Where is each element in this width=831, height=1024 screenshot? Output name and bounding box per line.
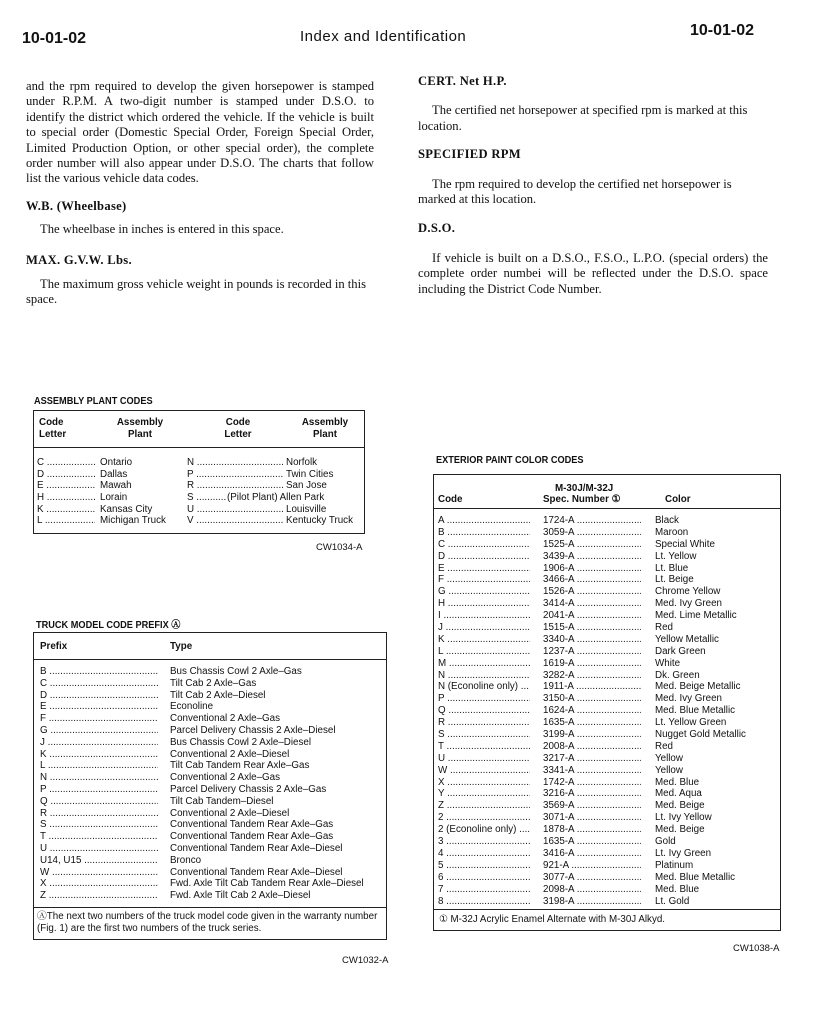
table-row bbox=[434, 705, 780, 717]
assembly-plant-left-list bbox=[34, 457, 187, 527]
assembly-plant-table bbox=[33, 410, 365, 534]
spec-cell: 1525-A ..... bbox=[543, 539, 641, 551]
table-row bbox=[34, 831, 386, 843]
code-cell: K ..... bbox=[438, 634, 530, 646]
code-cell: Y ..... bbox=[438, 788, 530, 800]
table-row bbox=[434, 622, 780, 634]
left-text-column bbox=[26, 79, 374, 308]
type-cell: Conventional 2 Axle–Gas bbox=[170, 772, 281, 784]
type-cell: Econoline bbox=[170, 701, 214, 713]
col-code-header: Code bbox=[225, 417, 251, 428]
color-cell: Dark Green bbox=[655, 645, 706, 657]
wheelbase-heading: W.B. (Wheelbase) bbox=[26, 198, 127, 213]
prefix-cell: P ..... bbox=[40, 784, 158, 796]
table-row bbox=[434, 812, 780, 824]
table-row: C ..... Ontario bbox=[37, 457, 187, 469]
truck-model-header bbox=[34, 633, 386, 660]
type-cell: Parcel Delivery Chassis 2 Axle–Gas bbox=[170, 783, 327, 795]
col-assembly-header: Assembly bbox=[116, 417, 164, 428]
code-cell: R ..... bbox=[438, 717, 530, 729]
code-cell: 8 ..... bbox=[438, 896, 530, 908]
table-row bbox=[34, 867, 386, 879]
prefix-cell: F ..... bbox=[40, 713, 158, 725]
spec-cell: 3340-A ..... bbox=[543, 634, 641, 646]
page-title: Index and Identification bbox=[300, 28, 467, 45]
table-row bbox=[434, 896, 780, 908]
spec-cell: 3199-A ..... bbox=[543, 729, 641, 741]
color-cell: Dk. Green bbox=[655, 669, 700, 681]
code-cell: D ..... bbox=[438, 551, 530, 563]
code-cell: 6 ..... bbox=[438, 872, 530, 884]
dso-heading: D.S.O. bbox=[418, 221, 456, 236]
prefix-cell: E ..... bbox=[40, 701, 158, 713]
spec-cell: 3569-A ..... bbox=[543, 800, 641, 812]
color-cell: Med. Beige Metallic bbox=[655, 681, 741, 693]
prefix-cell: L ..... bbox=[40, 760, 158, 772]
truck-model-table bbox=[33, 632, 387, 940]
table-row bbox=[434, 777, 780, 789]
table-row bbox=[434, 563, 780, 575]
color-cell: Lt. Yellow bbox=[655, 550, 697, 562]
spec-cell: 1635-A ..... bbox=[543, 717, 641, 729]
spec-cell: 2041-A ..... bbox=[543, 610, 641, 622]
color-cell: Med. Ivy Green bbox=[655, 598, 722, 610]
cert-hp-heading: CERT. Net H.P. bbox=[418, 74, 507, 88]
type-cell: Conventional 2 Axle–Diesel bbox=[170, 807, 290, 819]
type-cell: Conventional 2 Axle–Gas bbox=[170, 713, 281, 725]
color-cell: Platinum bbox=[655, 859, 694, 871]
table-row bbox=[34, 855, 386, 867]
table-row bbox=[34, 678, 386, 690]
table-row: S ..... (Pilot Plant) Allen Park bbox=[187, 492, 363, 504]
prefix-cell: S ..... bbox=[40, 819, 158, 831]
type-cell: Tilt Cab Tandem–Diesel bbox=[170, 795, 274, 807]
code-cell: L ..... bbox=[438, 646, 530, 658]
prefix-cell: X ..... bbox=[40, 878, 158, 890]
code-cell: Z ..... bbox=[438, 800, 530, 812]
table-row bbox=[434, 729, 780, 741]
color-cell: Med. Blue bbox=[655, 776, 700, 788]
code-cell: N (Econoline only) ... ..... bbox=[438, 681, 530, 693]
figure-id-assembly: CW1034-A bbox=[316, 542, 363, 553]
col-spec-header-line2: Spec. Number ① bbox=[543, 494, 621, 505]
figure-id-truck-model: CW1032-A bbox=[342, 955, 389, 966]
spec-cell: 3414-A ..... bbox=[543, 598, 641, 610]
table-row bbox=[434, 610, 780, 622]
color-cell: Gold bbox=[655, 836, 676, 848]
intro-paragraph: and the rpm required to develop the given horsepower is stamped under R.P.M. A two-digit number is stamped under D.S.O. to identify the district which ordered the vehicle. If the vehicle is built to special order (Domestic Special Order, Foreign Special Order, Limited Production Option, or other special order), the complete order number will also appear under D.S.O. The charts that follow list the various vehicle data codes. bbox=[26, 79, 374, 186]
color-cell: Lt. Yellow Green bbox=[655, 717, 727, 729]
prefix-cell: N ..... bbox=[40, 772, 158, 784]
table-row bbox=[34, 760, 386, 772]
table-row bbox=[434, 741, 780, 753]
table-row bbox=[434, 824, 780, 836]
color-cell: Med. Beige bbox=[655, 824, 705, 836]
color-cell: Med. Aqua bbox=[655, 788, 702, 800]
color-cell: Med. Blue bbox=[655, 883, 700, 895]
table-row: L ..... Michigan Truck bbox=[37, 515, 187, 527]
type-cell: Tilt Cab 2 Axle–Gas bbox=[170, 677, 257, 689]
type-cell: Fwd. Axle Tilt Cab 2 Axle–Diesel bbox=[170, 890, 311, 902]
cert-hp-text: The certified net horsepower at specified rpm is marked at this location. bbox=[418, 103, 748, 133]
spec-cell: 3071-A ..... bbox=[543, 812, 641, 824]
assembly-plant-title: ASSEMBLY PLANT CODES bbox=[34, 396, 153, 407]
color-cell: Med. Ivy Green bbox=[655, 693, 722, 705]
spec-cell: 3439-A ..... bbox=[543, 551, 641, 563]
prefix-cell: Q ..... bbox=[40, 796, 158, 808]
code-cell: Q ..... bbox=[438, 705, 530, 717]
right-text-column bbox=[418, 74, 768, 297]
table-row: D ..... Dallas bbox=[37, 469, 187, 481]
specified-rpm-text: The rpm required to develop the certified net horsepower is marked at this location. bbox=[418, 176, 732, 207]
table-row bbox=[434, 670, 780, 682]
table-row bbox=[434, 574, 780, 586]
code-cell: C ..... bbox=[438, 539, 530, 551]
spec-cell: 1624-A ..... bbox=[543, 705, 641, 717]
table-row: R ..... San Jose bbox=[187, 480, 363, 492]
table-row bbox=[434, 586, 780, 598]
specified-rpm-heading: SPECIFIED RPM bbox=[418, 147, 521, 162]
dso-text: If vehicle is built on a D.S.O., F.S.O., L.P.O. (special orders) the complete order numbei will be reflected under the D.S.O. space including the District Code Number. bbox=[418, 250, 768, 296]
table-row: U ..... Louisville bbox=[187, 504, 363, 516]
prefix-cell: U14, U15 ..... bbox=[40, 855, 158, 867]
table-row bbox=[34, 784, 386, 796]
table-row: H ..... Lorain bbox=[37, 492, 187, 504]
table-row bbox=[34, 843, 386, 855]
code-cell: 7 ..... bbox=[438, 884, 530, 896]
table-row bbox=[434, 800, 780, 812]
code-cell: 2 (Econoline only) .... ..... bbox=[438, 824, 530, 836]
type-cell: Parcel Delivery Chassis 2 Axle–Diesel bbox=[170, 724, 336, 736]
code-cell: J ..... bbox=[438, 622, 530, 634]
table-row bbox=[34, 796, 386, 808]
spec-cell: 3341-A ..... bbox=[543, 765, 641, 777]
spec-cell: 2008-A ..... bbox=[543, 741, 641, 753]
code-cell: P ..... bbox=[438, 693, 530, 705]
col-prefix-header: Prefix bbox=[40, 640, 68, 652]
table-row bbox=[34, 666, 386, 678]
prefix-cell: B ..... bbox=[40, 666, 158, 678]
table-row: K ..... Kansas City bbox=[37, 504, 187, 516]
color-cell: Chrome Yellow bbox=[655, 586, 721, 598]
wheelbase-text: The wheelbase in inches is entered in this space. bbox=[40, 222, 284, 237]
color-cell: Lt. Gold bbox=[655, 895, 690, 907]
spec-cell: 3150-A ..... bbox=[543, 693, 641, 705]
table-row: P ..... Twin Cities bbox=[187, 469, 363, 481]
truck-model-footnote: ⒶThe next two numbers of the truck model code given in the warranty number (Fig. 1) are the first two numbers of the truck series. bbox=[34, 907, 386, 939]
col-code-header: Code bbox=[39, 417, 64, 428]
type-cell: Conventional Tandem Rear Axle–Diesel bbox=[170, 842, 343, 854]
spec-cell: 1911-A ..... bbox=[543, 681, 641, 693]
spec-cell: 3466-A ..... bbox=[543, 574, 641, 586]
table-row bbox=[434, 848, 780, 860]
page-number-right: 10-01-02 bbox=[690, 22, 755, 39]
table-row bbox=[34, 737, 386, 749]
code-cell: U ..... bbox=[438, 753, 530, 765]
table-row bbox=[34, 749, 386, 761]
col-plant-header: Plant bbox=[128, 429, 152, 440]
code-cell: I ..... bbox=[438, 610, 530, 622]
col-type-header: Type bbox=[170, 640, 193, 652]
color-cell: Lt. Beige bbox=[655, 574, 694, 586]
table-row bbox=[34, 725, 386, 737]
type-cell: Tilt Cab Tandem Rear Axle–Gas bbox=[170, 760, 310, 772]
table-row bbox=[34, 690, 386, 702]
code-cell: 5 ..... bbox=[438, 860, 530, 872]
table-row bbox=[34, 701, 386, 713]
table-row bbox=[434, 753, 780, 765]
gvw-text: The maximum gross vehicle weight in pounds is recorded in this space. bbox=[26, 277, 366, 307]
prefix-cell: Z ..... bbox=[40, 890, 158, 902]
table-row bbox=[34, 890, 386, 902]
spec-cell: 3416-A ..... bbox=[543, 848, 641, 860]
table-row bbox=[434, 646, 780, 658]
spec-cell: 1619-A ..... bbox=[543, 658, 641, 670]
paint-codes-rows bbox=[434, 509, 780, 909]
prefix-cell: C ..... bbox=[40, 678, 158, 690]
color-cell: Med. Blue Metallic bbox=[655, 871, 736, 883]
prefix-cell: K ..... bbox=[40, 749, 158, 761]
gvw-heading: MAX. G.V.W. Lbs. bbox=[26, 252, 132, 267]
color-cell: Lt. Blue bbox=[655, 562, 689, 574]
color-cell: Red bbox=[655, 622, 673, 634]
figure-id-paint: CW1038-A bbox=[733, 943, 780, 954]
code-cell: E ..... bbox=[438, 563, 530, 575]
table-row bbox=[434, 788, 780, 800]
table-row bbox=[434, 515, 780, 527]
code-cell: 3 ..... bbox=[438, 836, 530, 848]
code-cell: 4 ..... bbox=[438, 848, 530, 860]
code-cell: N ..... bbox=[438, 670, 530, 682]
color-cell: Med. Blue Metallic bbox=[655, 705, 736, 717]
table-row bbox=[434, 634, 780, 646]
code-cell: W ..... bbox=[438, 765, 530, 777]
table-row bbox=[434, 658, 780, 670]
assembly-plant-right-list bbox=[187, 457, 363, 527]
table-row: N ..... Norfolk bbox=[187, 457, 363, 469]
col-color-header: Color bbox=[665, 494, 691, 505]
table-row: E ..... Mawah bbox=[37, 480, 187, 492]
spec-cell: 3077-A ..... bbox=[543, 872, 641, 884]
spec-cell: 1742-A ..... bbox=[543, 777, 641, 789]
table-row bbox=[434, 872, 780, 884]
code-cell: H ..... bbox=[438, 598, 530, 610]
table-row bbox=[434, 717, 780, 729]
spec-cell: 1526-A ..... bbox=[543, 586, 641, 598]
prefix-cell: G ..... bbox=[40, 725, 158, 737]
spec-cell: 2098-A ..... bbox=[543, 884, 641, 896]
color-cell: Maroon bbox=[655, 526, 689, 538]
color-cell: Med. Lime Metallic bbox=[655, 610, 737, 622]
truck-model-title: TRUCK MODEL CODE PREFIX Ⓐ bbox=[36, 620, 181, 631]
prefix-cell: T ..... bbox=[40, 831, 158, 843]
spec-cell: 1635-A ..... bbox=[543, 836, 641, 848]
table-row bbox=[434, 884, 780, 896]
col-plant-header: Plant bbox=[313, 429, 337, 440]
color-cell: Red bbox=[655, 740, 673, 752]
code-cell: X ..... bbox=[438, 777, 530, 789]
type-cell: Bronco bbox=[170, 854, 202, 866]
code-cell: M ..... bbox=[438, 658, 530, 670]
color-cell: Lt. Ivy Green bbox=[655, 847, 712, 859]
prefix-cell: J ..... bbox=[40, 737, 158, 749]
paint-codes-table bbox=[433, 474, 781, 931]
spec-cell: 1878-A ..... bbox=[543, 824, 641, 836]
color-cell: Black bbox=[655, 515, 679, 526]
color-cell: White bbox=[655, 657, 681, 669]
type-cell: Conventional 2 Axle–Diesel bbox=[170, 748, 290, 760]
spec-cell: 1906-A ..... bbox=[543, 563, 641, 575]
paint-codes-header bbox=[434, 475, 780, 509]
prefix-cell: D ..... bbox=[40, 690, 158, 702]
table-row bbox=[34, 808, 386, 820]
color-cell: Nugget Gold Metallic bbox=[655, 729, 746, 741]
color-cell: Yellow bbox=[655, 764, 683, 776]
table-row bbox=[434, 765, 780, 777]
type-cell: Bus Chassis Cowl 2 Axle–Gas bbox=[170, 666, 302, 677]
table-row: V ..... Kentucky Truck bbox=[187, 515, 363, 527]
color-cell: Yellow Metallic bbox=[655, 633, 719, 645]
paint-codes-title: EXTERIOR PAINT COLOR CODES bbox=[436, 455, 584, 466]
col-assembly-header: Assembly bbox=[301, 417, 349, 428]
type-cell: Tilt Cab 2 Axle–Diesel bbox=[170, 689, 266, 701]
type-cell: Bus Chassis Cowl 2 Axle–Diesel bbox=[170, 736, 312, 748]
spec-cell: 3217-A ..... bbox=[543, 753, 641, 765]
assembly-plant-header bbox=[34, 411, 364, 448]
table-row bbox=[434, 539, 780, 551]
table-row bbox=[34, 819, 386, 831]
code-cell: T ..... bbox=[438, 741, 530, 753]
col-letter-header: Letter bbox=[39, 429, 67, 440]
code-cell: S ..... bbox=[438, 729, 530, 741]
spec-cell: 3216-A ..... bbox=[543, 788, 641, 800]
table-row bbox=[434, 551, 780, 563]
type-cell: Conventional Tandem Rear Axle–Gas bbox=[170, 831, 334, 843]
spec-cell: 1237-A ..... bbox=[543, 646, 641, 658]
table-row bbox=[434, 836, 780, 848]
table-row bbox=[434, 860, 780, 872]
spec-cell: 1515-A ..... bbox=[543, 622, 641, 634]
table-row bbox=[34, 713, 386, 725]
truck-model-rows bbox=[34, 660, 386, 907]
col-spec-header-line1: M-30J/M-32J bbox=[555, 483, 614, 494]
table-row bbox=[434, 681, 780, 693]
spec-cell: 921-A ..... bbox=[543, 860, 641, 872]
prefix-cell: W ..... bbox=[40, 867, 158, 879]
color-cell: Med. Beige bbox=[655, 800, 705, 812]
prefix-cell: R ..... bbox=[40, 808, 158, 820]
code-cell: G ..... bbox=[438, 586, 530, 598]
type-cell: Fwd. Axle Tilt Cab Tandem Rear Axle–Diesel bbox=[170, 878, 364, 890]
color-cell: Yellow bbox=[655, 752, 683, 764]
spec-cell: 3198-A ..... bbox=[543, 896, 641, 908]
color-cell: Lt. Ivy Yellow bbox=[655, 812, 712, 824]
code-cell: B ..... bbox=[438, 527, 530, 539]
spec-cell: 3059-A ..... bbox=[543, 527, 641, 539]
color-cell: Special White bbox=[655, 538, 715, 550]
table-row bbox=[434, 693, 780, 705]
type-cell: Conventional Tandem Rear Axle–Diesel bbox=[170, 866, 343, 878]
code-cell: 2 ..... bbox=[438, 812, 530, 824]
col-code-header: Code bbox=[438, 494, 463, 505]
prefix-cell: U ..... bbox=[40, 843, 158, 855]
code-cell: A ..... bbox=[438, 515, 530, 527]
spec-cell: 3282-A ..... bbox=[543, 670, 641, 682]
paint-codes-footnote: ① M-32J Acrylic Enamel Alternate with M-30J Alkyd. bbox=[434, 909, 780, 930]
table-row bbox=[434, 598, 780, 610]
table-row bbox=[34, 772, 386, 784]
col-letter-header: Letter bbox=[224, 429, 252, 440]
code-cell: F ..... bbox=[438, 574, 530, 586]
table-row bbox=[34, 878, 386, 890]
spec-cell: 1724-A ..... bbox=[543, 515, 641, 527]
table-row bbox=[434, 527, 780, 539]
type-cell: Conventional Tandem Rear Axle–Gas bbox=[170, 819, 334, 831]
page-number-left: 10-01-02 bbox=[22, 30, 87, 47]
